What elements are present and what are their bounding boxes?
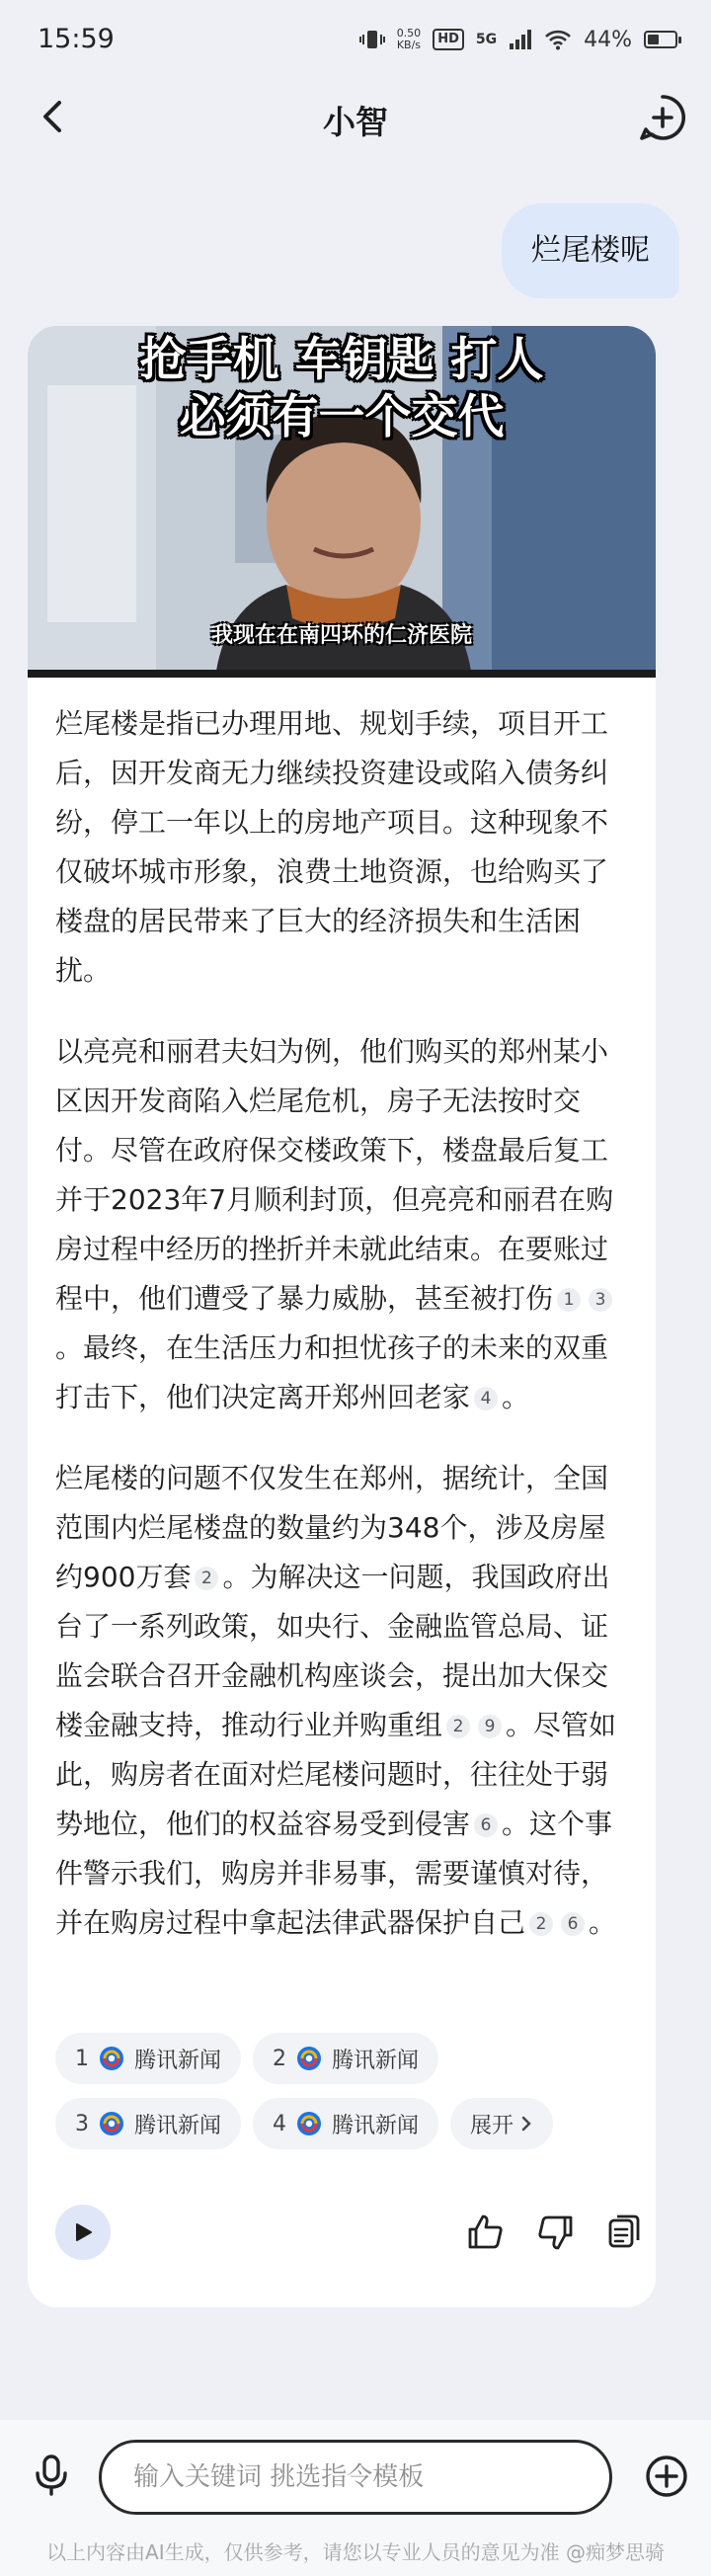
user-message-bubble: 烂尾楼呢 (502, 203, 679, 298)
status-bar (0, 0, 711, 83)
status-time: 15:59 (38, 24, 115, 54)
expand-sources-button[interactable]: 展开 (450, 2098, 553, 2149)
vibrate-icon (359, 29, 385, 50)
source-chip[interactable]: 2 腾讯新闻 (253, 2033, 438, 2084)
chevron-right-icon (519, 2115, 533, 2133)
tencent-news-icon (99, 2046, 124, 2071)
video-subtitle: 我现在在南四环的仁济医院 (210, 623, 472, 648)
citation-badge[interactable]: 2 (529, 1912, 553, 1936)
input-area (0, 2420, 711, 2576)
answer-actions (55, 2203, 628, 2262)
tencent-news-icon (296, 2046, 322, 2071)
play-audio-button[interactable] (55, 2205, 111, 2260)
citation-badge[interactable]: 1 (557, 1288, 581, 1312)
answer-paragraph-3: 烂尾楼的问题不仅发生在郑州，据统计，全国范围内烂尾楼盘的数量约为348个，涉及房屋约900万套 2 。为解决这一问题，我国政府出台了一系列政策，如央行、金融监管总局、证监会联合召开金融机构座谈会，提出加大保交楼金融支持，推动行业并购重组 2 9 。尽管如此，购房者在面对烂尾楼问题时，往往处于弱势地位，他们的权益容易受到侵害 6 。这个事件警示我们，购房并非易事，需要谨慎对待，并在购房过程中拿起法律武器保护自己 2 6 。 (55, 1462, 617, 1939)
citation-badge[interactable]: 4 (474, 1387, 498, 1410)
citation-badge[interactable]: 2 (446, 1715, 470, 1738)
top-nav (0, 83, 711, 154)
thumbs-up-icon[interactable] (466, 2213, 506, 2252)
hd-badge: HD (433, 29, 464, 50)
video-thumbnail[interactable] (28, 326, 656, 678)
microphone-icon[interactable] (28, 2452, 75, 2499)
new-chat-icon[interactable] (636, 91, 689, 144)
battery-level (648, 35, 659, 44)
source-chip[interactable]: 1 腾讯新闻 (55, 2033, 241, 2084)
citation-badge[interactable]: 2 (195, 1567, 218, 1590)
network-type: 5G (475, 32, 498, 47)
video-progress-bar (28, 670, 656, 678)
answer-paragraph-1: 烂尾楼是指已办理用地、规划手续，项目开工后，因开发商无力继续投资建设或陷入债务纠纷，停工一年以上的房地产项目。这种现象不仅破坏城市形象，浪费土地资源，也给购买了楼盘的居民带来了巨大的经济损失和生活困扰。 (55, 707, 609, 987)
citation-badge[interactable]: 3 (589, 1288, 612, 1312)
tencent-news-icon (99, 2111, 124, 2136)
battery-percent: 44% (584, 27, 632, 52)
citation-badge[interactable]: 6 (561, 1912, 585, 1936)
ai-disclaimer: 以上内容由AI生成，仅供参考，请您以专业人员的意见为准 @痴梦思骑 (46, 2540, 665, 2564)
answer-text (55, 699, 628, 1979)
video-caption: 抢手机 车钥匙 打人 必须有一个交代 (139, 333, 544, 444)
source-chip[interactable]: 3 腾讯新闻 (55, 2098, 241, 2149)
copy-icon[interactable] (604, 2213, 644, 2252)
battery-icon (644, 31, 677, 48)
tencent-news-icon (296, 2111, 322, 2136)
net-speed: 0.50 KB/s (396, 27, 422, 51)
source-chip[interactable]: 4 腾讯新闻 (253, 2098, 438, 2149)
citation-badge[interactable]: 6 (474, 1813, 498, 1837)
plus-icon[interactable] (644, 2454, 689, 2499)
signal-icon (509, 29, 532, 50)
assistant-answer-card (28, 326, 656, 2307)
wifi-icon (544, 29, 572, 50)
status-icons (359, 22, 677, 57)
thumbs-down-icon[interactable] (535, 2213, 575, 2252)
page-title: 小智 (323, 103, 388, 141)
source-list (55, 2033, 628, 2163)
message-input[interactable]: 输入关键词 挑选指令模板 (99, 2440, 612, 2515)
play-icon (72, 2221, 94, 2243)
citation-badge[interactable]: 9 (478, 1715, 502, 1738)
answer-paragraph-2: 以亮亮和丽君夫妇为例，他们购买的郑州某小区因开发商陷入烂尾危机，房子无法按时交付。尽管在政府保交楼政策下，楼盘最后复工并于2023年7月顺利封顶，但亮亮和丽君在购房过程中经历的挫折并未就此结束。在要账过程中，他们遭受了暴力威胁，甚至被打伤 1 3。最终，在生活压力和担忧孩子的未来的双重打击下，他们决定离开郑州回老家 4 。 (55, 1035, 614, 1413)
